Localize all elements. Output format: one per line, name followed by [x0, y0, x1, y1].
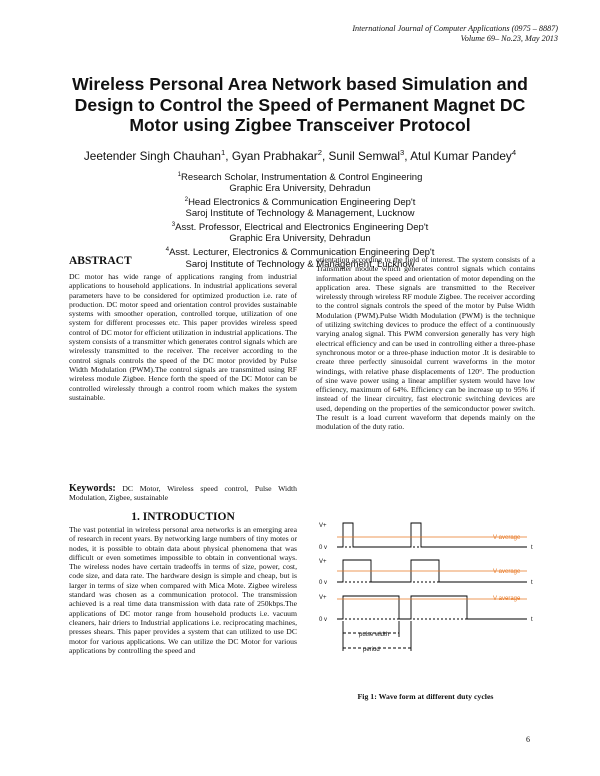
- affiliation-sup: 3: [171, 221, 176, 229]
- author-name: Sunil Semwal: [328, 148, 401, 163]
- affiliation: [80, 219, 520, 244]
- affiliation-line: Saroj Institute of Technology & Management, Lucknow: [185, 258, 415, 270]
- keywords: [69, 484, 297, 503]
- keywords-text: DC Motor, Wireless speed control, Pulse Width Modulation, Zigbee, sustainable: [69, 484, 297, 503]
- affiliation: [80, 169, 520, 194]
- zerov-label: 0 v: [319, 580, 328, 586]
- author-name: Atul Kumar Pandey: [410, 148, 512, 163]
- vplus-label: V+: [319, 559, 327, 565]
- zerov-label: 0 v: [319, 545, 328, 551]
- pwm-waveform-figure: [313, 517, 541, 689]
- pulse-width-label: pulse width: [359, 632, 390, 638]
- figure-caption: Fig 1: Wave form at different duty cycles: [357, 692, 494, 701]
- keywords-label: Keywords:: [69, 483, 116, 494]
- affiliation-sup: 1: [177, 171, 182, 178]
- introduction-heading: 1. INTRODUCTION: [131, 511, 235, 523]
- period-label: period: [363, 647, 380, 653]
- v-average-label: V average: [493, 569, 521, 575]
- affiliation-line: Asst. Professor, Electrical and Electronics Engineering Dep't: [175, 222, 429, 234]
- affiliation-line: Graphic Era University, Dehradun: [229, 183, 371, 195]
- author-sup: 3: [400, 148, 405, 157]
- affiliation-sup: 2: [184, 196, 189, 204]
- affiliation-line: Research Scholar, Instrumentation & Control Engineering: [181, 172, 423, 184]
- journal-header: [352, 24, 558, 44]
- author-name: Jeetender Singh Chauhan: [83, 148, 221, 163]
- paper-title: Wireless Personal Area Network based Simulation and Design to Control the Speed of Permanent Magnet DC Motor using Zigbee Transceiver Protocol: [72, 74, 528, 135]
- affiliation-sup: 4: [165, 246, 170, 254]
- affiliation-line: Saroj Institute of Technology & Management, Lucknow: [185, 208, 415, 220]
- author-sup: 2: [317, 148, 322, 157]
- abstract-heading: ABSTRACT: [69, 255, 132, 267]
- affiliation-line: Asst. Lecturer, Electronics & Communication Engineering Dep't: [169, 247, 435, 259]
- author-sup: 1: [220, 148, 226, 157]
- zerov-label: 0 v: [319, 617, 328, 623]
- right-column-text: orientation according to the field of interest. The system consists of a Transmitter module which generates control signals which contains information about the speed and orientation of motor depending on the application area. These signals are transmitted to the Receiver wirelessly through wireless RF module Zigbee. The receiver according to the control signals controls the speed of the motor by Pulse Width Modulation (PWM).Pulse Width Modulation (PWM) is the technique of utilizing switching devices to produce the effect of a continuously varying analog signal. This PWM conversion generally has very high electrical efficiency and can be used in controlling either a three-phase synchronous motor or a three-phase induction motor .It is desirable to create three perfectly sinusoidal current waveforms in the motor windings, with relative phase displacements of 120°. The production of sine wave power using a linear amplifier system would have low efficiency, maximum of 64%. Efficiency can be increase up to 95% if instead of the linear circuitry, fast electronic switching devices are used, depending on the properties of the semiconductor power switch. The result is a load current waveform that depends mainly on the modulation of the duty ratio.: [316, 255, 535, 432]
- t-label: t: [531, 617, 533, 623]
- affiliation-line: Head Electronics & Communication Engineering Dep't: [188, 197, 416, 209]
- author-name: Gyan Prabhakar: [231, 148, 318, 163]
- journal-volume: Volume 69– No.23, May 2013: [460, 34, 558, 43]
- vplus-label: V+: [319, 595, 327, 601]
- journal-name: International Journal of Computer Applications (0975 – 8887): [352, 24, 558, 33]
- v-average-label: V average: [493, 596, 521, 602]
- t-label: t: [531, 580, 533, 586]
- introduction-text: The vast potential in wireless personal area networks is an emerging area of research in recent years. By networking large numbers of tiny motes or nodes, it is possible to obtain data about physical phenomena that was difficult or even sometimes impossible to obtain in conventional ways. The wireless nodes have certain tradeoffs in terms of size, power, cost, code size, and data rate. The hardware design is simple and cheap, but is larger in terms of size when compared with Mica Mote. Zigbee wireless standard was chosen as a communication protocol. The transmission achieved is a real time data transmission with data rate of 250kbps.The applications of DC motor range from household products i.e. vacuum cleaners, hair driers to Industrial applications i.e. reciprocating machines, presses shears. This paper provides a system that can utilized to use DC motor for various applications. We can utilize the DC Motor for various applications by controlling the speed and: [69, 525, 297, 655]
- affiliation: [80, 194, 520, 219]
- author-list: Jeetender Singh Chauhan$^1$, Gyan Prabhakar$^2$, Sunil Semwal$^3$, Atul Kumar Pandey$^4$: [83, 148, 517, 163]
- v-average-label: V average: [493, 535, 521, 541]
- page-number: 6: [526, 735, 530, 744]
- affiliation-line: Graphic Era University, Dehradun: [229, 233, 371, 245]
- vplus-label: V+: [319, 523, 327, 529]
- abstract-text: DC motor has wide range of applications ranging from industrial applications to household applications. In industrial applications several parameters have to be considered for optimized production i.e. rate of production. DC motor speed and orientation control provides sustainable systems with smoother operation, controlled torque, utilization of one system for different processes etc. This paper provides wireless speed control of DC motor for efficient utilization in industrial applications. The system consists of a transmitter which generates control signals which are wirelessly transmitted to the receiver. The receiver according to the control signals controls the speed of the DC motor provided by Pulse Width Modulation (PWM).The control signals are transmitted using RF wireless module Zigbee. Hence forth the speed of the DC Motor can be controlled wirelessly through a control room which makes the system sustainable.: [69, 272, 297, 402]
- t-label: t: [531, 545, 533, 551]
- author-sup: 4: [511, 148, 517, 157]
